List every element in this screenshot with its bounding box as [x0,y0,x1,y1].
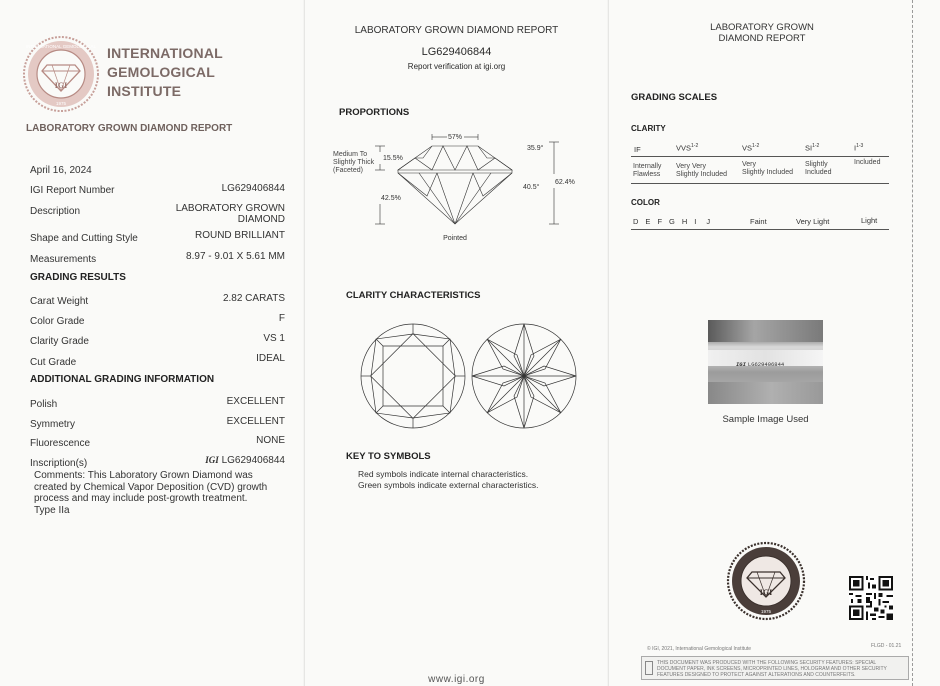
report-number-value: LG629406844 [221,183,285,194]
comments-text: Comments: This Laboratory Grown Diamond was created by Chemical Vapor Deposition (CVD) growth process and may include post-growth treatment. Type IIa [34,470,268,516]
color-faint: Faint [750,217,767,226]
color-very-light: Very Light [796,217,830,226]
copyright-text: © IGI, 2021, International Gemological Institute [647,646,752,652]
carat-weight-label: Carat Weight [30,296,89,307]
shape-value: ROUND BRILLIANT [194,230,285,241]
clarity-characteristics-heading: CLARITY CHARACTERISTICS [346,290,481,301]
report-title: LABORATORY GROWN DIAMOND REPORT [26,123,233,134]
carat-weight-value: 2.82 CARATS [222,293,285,304]
proportions-heading: PROPORTIONS [339,107,410,118]
clarity-desc-vs: Very Slightly Included [742,161,793,176]
crown-angle: 35.9° [527,145,544,152]
form-code: FLGD - 01.21 [871,643,902,649]
symmetry-label: Symmetry [30,419,75,430]
report-number-label: IGI Report Number [30,185,115,196]
color-grade-value: F [278,313,285,324]
verification-text: Report verification at igi.org [407,62,506,71]
middle-report-title: LABORATORY GROWN DIAMOND REPORT [354,25,559,36]
key-lines: Red symbols indicate internal characteristics. Green symbols indicate external characteristics. [358,469,539,490]
color-letters: D E F G H I J [633,217,711,226]
description-label: Description [30,206,81,217]
pavilion-depth: 42.5% [381,195,401,202]
clarity-scale-bottom-rule [631,183,889,184]
polish-value: EXCELLENT [226,396,285,407]
igi-seal-stamp [726,541,806,621]
cut-grade-label: Cut Grade [30,357,77,368]
description-value: LABORATORY GROWN DIAMOND [175,203,285,225]
right-report-title: LABORATORY GROWN DIAMOND REPORT [710,22,814,44]
crown-plot-diagram [359,322,467,430]
clarity-desc-if: Internally Flawless [633,163,662,178]
girdle-label: Medium To Slightly Thick (Faceted) [333,151,375,174]
proportions-diagram [327,126,587,246]
report-middle-panel [304,0,607,686]
sample-caption: Sample Image Used [722,414,809,425]
clarity-code-i: $I^{1-3}$ [854,143,864,153]
clarity-code-vvs: VVS$^{1-2}$ [676,143,699,153]
sample-inscription: IGI LG629406844 [736,361,785,368]
grading-results-heading: GRADING RESULTS [30,272,126,283]
report-right-panel [608,0,914,686]
color-scale-heading: COLOR [631,198,660,207]
security-text: THIS DOCUMENT WAS PRODUCED WITH THE FOLLOWING SECURITY FEATURES: SPECIAL DOCUMENT PAPER, INK SCREENS, MICROPRINTED LINES, HOLOGRAM AND OTHER SECURITY FEATURES DESIGNED TO PROTECT AGAINST ALTERATIONS AND COUNTERFEITS. [657,660,887,678]
report-left-panel [0,0,303,686]
pavilion-plot-diagram [470,322,578,430]
culet-value: Pointed [443,235,467,242]
clarity-desc-si: Slightly Included [805,161,832,176]
perforation-line [912,0,913,686]
report-date: April 16, 2024 [30,165,92,176]
fluorescence-label: Fluorescence [30,438,91,449]
clarity-scale-rule [631,156,889,157]
sample-girdle-image [708,320,823,404]
color-grade-label: Color Grade [30,316,85,327]
clarity-grade-value: VS 1 [263,333,285,344]
fluorescence-value: NONE [256,435,285,446]
igi-mark-icon: IGI [205,455,219,465]
measurements-label: Measurements [30,254,97,265]
svg-text:1975: 1975 [760,609,772,614]
page-margin [914,0,940,686]
clarity-code-vs: VS$^{1-2}$ [742,143,760,153]
crown-height: 15.5% [383,155,403,162]
shape-label: Shape and Cutting Style [30,233,138,244]
polish-label: Polish [30,399,58,410]
igi-seal-logo [22,35,100,113]
svg-text:IGI: IGI [54,81,68,90]
table-percent: 57% [447,134,463,141]
pavilion-angle: 40.5° [523,184,540,191]
additional-info-heading: ADDITIONAL GRADING INFORMATION [30,374,215,385]
grading-scales-heading: GRADING SCALES [631,92,718,103]
inscription-value: IGI LG629406844 [205,455,285,466]
clarity-desc-i: Included [854,159,881,166]
clarity-scale-heading: CLARITY [631,124,666,133]
qr-code-icon[interactable] [849,576,893,620]
security-icon [645,661,653,675]
clarity-desc-vvs: Very Very Slightly Included [676,163,727,178]
color-scale-rule [631,229,889,230]
measurements-value: 8.97 - 9.01 X 5.61 MM [186,251,285,262]
key-to-symbols-heading: KEY TO SYMBOLS [346,451,431,462]
institute-name: INTERNATIONAL GEMOLOGICAL INSTITUTE [107,45,223,99]
footer-url: www.igi.org [428,674,485,685]
security-features-box [641,656,909,680]
svg-text:IGI: IGI [759,588,773,597]
color-light: Light [861,216,878,225]
inscription-label: Inscription(s) [30,458,88,469]
clarity-code-if: IF [634,145,641,154]
total-depth: 62.4% [555,179,575,186]
symmetry-value: EXCELLENT [226,416,285,427]
svg-text:1975: 1975 [55,101,67,106]
cut-grade-value: IDEAL [256,353,285,364]
clarity-grade-label: Clarity Grade [30,336,89,347]
middle-report-number: LG629406844 [421,46,492,58]
clarity-code-si: SI$^{1-2}$ [805,143,820,153]
svg-text:INTERNATIONAL GEMOLOGICAL: INTERNATIONAL GEMOLOGICAL [25,44,97,49]
